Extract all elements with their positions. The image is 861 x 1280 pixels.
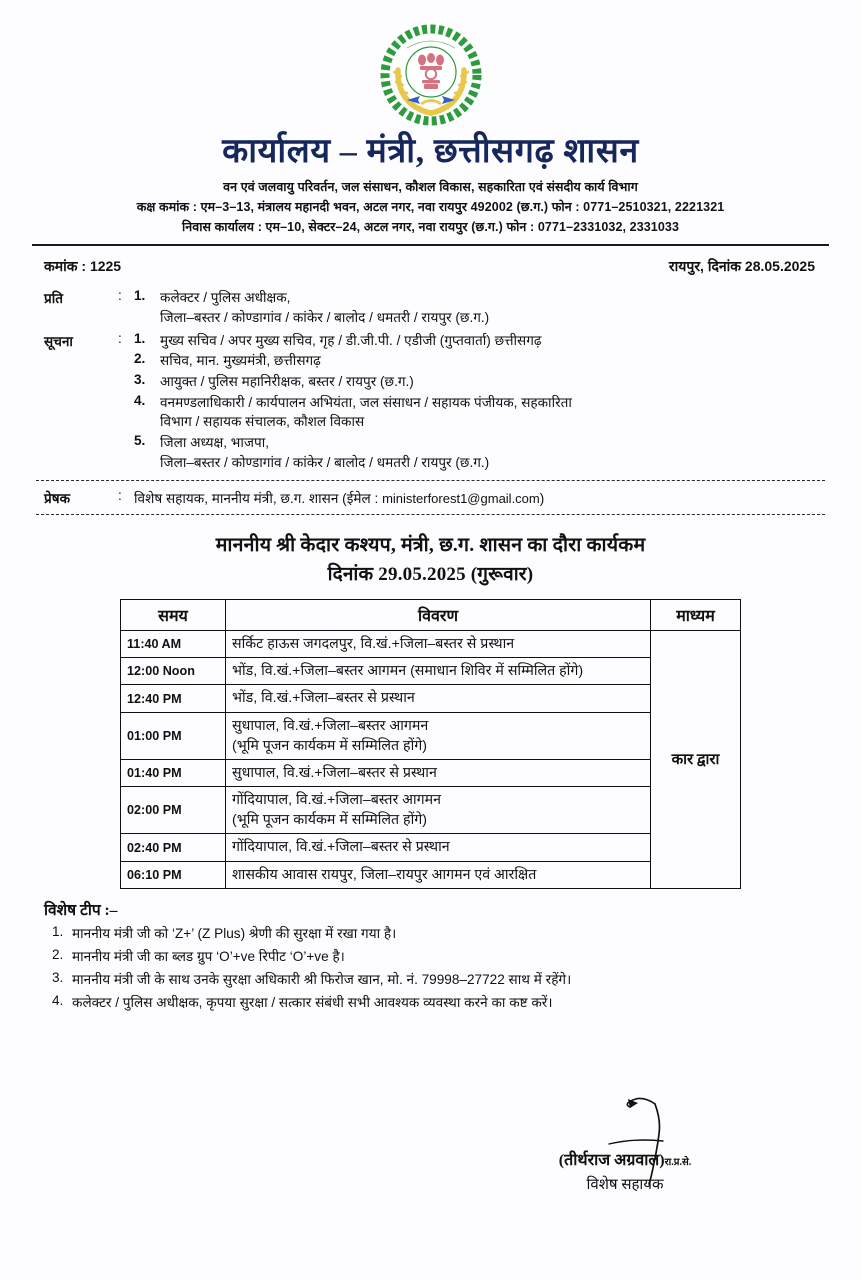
signatory-service-code: रा.प्र.से.: [664, 1157, 692, 1168]
sender-label: प्रेषक: [44, 491, 71, 507]
row-description: [226, 834, 651, 861]
program-heading-block: [30, 531, 831, 589]
note-number: 4.: [52, 992, 64, 1008]
cc-item-number: 2.: [134, 351, 146, 367]
row-time: 12:40 PM: [121, 685, 226, 712]
row-desc-line1: सुधापाल, वि.खं.+जिला–बस्तर आगमन: [232, 717, 429, 734]
list-item: [134, 372, 831, 392]
note-text: कलेक्टर / पुलिस अधीक्षक, कृपया सुरक्षा / सत्कार संबंधी सभी आवश्यक व्यवस्था करने का कष्ट करें।: [72, 994, 553, 1010]
program-heading: माननीय श्री केदार कश्यप, मंत्री, छ.ग. शासन का दौरा कार्यकम: [215, 535, 646, 557]
note-number: 2.: [52, 946, 64, 962]
row-description: [226, 631, 651, 658]
row-description: [226, 787, 651, 834]
column-header-description: विवरण: [226, 600, 651, 631]
table-row: [121, 787, 741, 834]
schedule-table: [120, 599, 741, 889]
row-desc-line2: (भूमि पूजन कार्यकम में सम्मिलित होंगे): [232, 812, 427, 829]
row-desc-line1: गोंदियापाल, वि.खं.+जिला–बस्तर आगमन: [232, 792, 442, 809]
cc-label: सूचना: [44, 333, 73, 349]
signature-block: [475, 1102, 775, 1194]
cc-group: [44, 331, 831, 474]
sender-divider-top: [36, 480, 825, 481]
list-item: [44, 947, 831, 966]
to-colon: :: [118, 288, 122, 304]
reference-number: [44, 257, 121, 276]
reference-number-label: कमांक :: [44, 258, 87, 275]
list-item: [44, 924, 831, 943]
cc-item-line1: आयुक्त / पुलिस महानिरीक्षक, बस्तर / रायपुर (छ.ग.): [160, 373, 414, 389]
table-row: [121, 631, 741, 658]
reference-row: [30, 257, 831, 276]
table-row: [121, 759, 741, 786]
row-time: 06:10 PM: [121, 861, 226, 888]
row-description: [226, 861, 651, 888]
to-list: [134, 288, 831, 328]
row-time: 11:40 AM: [121, 631, 226, 658]
chhattisgarh-government-emblem-icon: [377, 22, 485, 128]
cc-item-text: [160, 331, 831, 351]
row-description: [226, 759, 651, 786]
cc-item-line2: विभाग / सहायक संचालक, कौशल विकास: [160, 414, 365, 430]
reference-number-value: 1225: [89, 258, 122, 275]
cc-item-number: 5.: [134, 433, 146, 449]
row-time: 02:00 PM: [121, 787, 226, 834]
signature-stroke-icon: [597, 1096, 717, 1192]
department-line: वन एवं जलवायु परिवर्तन, जल संसाधन, कौशल विकास, सहकारिता एवं संसदीय कार्य विभाग: [223, 180, 638, 195]
table-header-row: [121, 600, 741, 631]
to-label: प्रति: [44, 291, 64, 307]
table-row: [121, 658, 741, 685]
cc-item-text: [160, 433, 831, 472]
row-desc-line1: भोंड, वि.खं.+जिला–बस्तर आगमन (समाधान शिविर में सम्मिलित होंगे): [232, 663, 584, 680]
to-group: [44, 288, 831, 328]
row-time: 01:00 PM: [121, 712, 226, 759]
address-line-office: कक्ष कमांक : एम–3–13, मंत्रालय महानदी भवन, अटल नगर, नवा रायपुर 492002 (छ.ग.) फोन : 0771–2510321, 2221321: [136, 200, 725, 215]
cc-item-text: [160, 351, 831, 371]
sender-colon: :: [118, 488, 122, 504]
cc-item-line1: मुख्य सचिव / अपर मुख्य सचिव, गृह / डी.जी.पी. / एडीजी (गुप्तवार्ता) छत्तीसगढ़: [160, 332, 542, 348]
document-date-value: 28.05.2025: [744, 258, 815, 275]
row-mode: कार द्वारा: [651, 631, 741, 889]
row-description: [226, 685, 651, 712]
cc-item-text: [160, 393, 831, 432]
notes-section: [30, 898, 831, 1012]
row-description: [226, 712, 651, 759]
list-item: [44, 993, 831, 1012]
column-header-mode: माध्यम: [651, 600, 741, 631]
sender-email: ministerforest1@gmail.com: [382, 491, 540, 507]
list-item: [134, 433, 831, 472]
list-item: [134, 351, 831, 371]
row-time: 01:40 PM: [121, 759, 226, 786]
cc-item-text: [160, 372, 831, 392]
table-row: [121, 712, 741, 759]
row-desc-line1: सर्किट हाऊस जगदलपुर, वि.खं.+जिला–बस्तर से प्रस्थान: [232, 636, 515, 653]
row-time: 12:00 Noon: [121, 658, 226, 685]
note-text: माननीय मंत्री जी के साथ उनके सुरक्षा अधिकारी श्री फिरोज खान, मो. नं. 79998–27722 साथ में रहेंगे।: [72, 971, 572, 987]
address-line-residence: निवास कार्यालय : एम–10, सेक्टर–24, अटल नगर, नवा रायपुर (छ.ग.) फोन : 0771–2331032, 2331033: [181, 220, 680, 235]
cc-colon: :: [118, 330, 122, 346]
to-item-text: [160, 288, 831, 327]
masthead-divider: [32, 244, 829, 246]
cc-item-line1: जिला अध्यक्ष, भाजपा,: [160, 435, 269, 451]
to-item-number: 1.: [134, 288, 146, 304]
office-title: कार्यालय – मंत्री, छत्तीसगढ़ शासन: [222, 133, 639, 170]
note-number: 3.: [52, 969, 64, 985]
table-row: [121, 685, 741, 712]
sender-text: [134, 488, 831, 507]
cc-item-number: 1.: [134, 330, 146, 346]
note-text: माननीय मंत्री जी का ब्लड ग्रुप ‘O’+ve रिपीट ‘O’+ve है।: [72, 948, 345, 964]
signatory-name: [559, 1148, 691, 1170]
note-text: माननीय मंत्री जी को ‘Z+’ (Z Plus) श्रेणी की सुरक्षा में रखा गया है।: [72, 925, 397, 941]
note-number: 1.: [52, 923, 64, 939]
place-date: [669, 257, 815, 276]
cc-item-line1: वनमण्डलाधिकारी / कार्यपालन अभियंता, जल संसाधन / सहायक पंजीयक, सहकारिता: [160, 394, 572, 410]
column-header-time: समय: [121, 600, 226, 631]
list-item: [134, 331, 831, 351]
cc-item-number: 4.: [134, 392, 146, 408]
row-desc-line1: भोंड, वि.खं.+जिला–बस्तर से प्रस्थान: [232, 690, 415, 707]
row-desc-line2: (भूमि पूजन कार्यकम में सम्मिलित होंगे): [232, 737, 427, 754]
masthead: [30, 132, 831, 235]
to-item-line2: जिला–बस्तर / कोण्डागांव / कांकेर / बालोद / धमतरी / रायपुर (छ.ग.): [160, 309, 490, 325]
row-description: [226, 658, 651, 685]
cc-list: [134, 331, 831, 474]
row-desc-line1: सुधापाल, वि.खं.+जिला–बस्तर से प्रस्थान: [232, 764, 437, 781]
list-item: [134, 393, 831, 432]
cc-item-line2: जिला–बस्तर / कोण्डागांव / कांकेर / बालोद / धमतरी / रायपुर (छ.ग.): [160, 454, 490, 470]
list-item: [44, 970, 831, 989]
signatory-role: विशेष सहायक: [586, 1177, 664, 1193]
row-desc-line1: गोंदियापाल, वि.खं.+जिला–बस्तर से प्रस्थान: [232, 839, 450, 856]
cc-item-number: 3.: [134, 371, 146, 387]
list-item: [134, 288, 831, 327]
sender-row: [30, 488, 831, 507]
emblem-container: [30, 0, 831, 128]
program-date-line: दिनांक 29.05.2025 (गुरूवार): [327, 563, 534, 585]
sender-divider-bottom: [36, 514, 825, 515]
cc-item-line1: सचिव, मान. मुख्यमंत्री, छत्तीसगढ़: [160, 353, 321, 369]
to-item-line1: कलेक्टर / पुलिस अधीक्षक,: [160, 290, 291, 306]
sender-paren-close: ): [539, 491, 545, 507]
place-date-label: रायपुर, दिनांक: [668, 258, 742, 275]
table-row: [121, 861, 741, 888]
signatory-name-text: (तीर्थराज अग्रवाल): [558, 1152, 665, 1169]
table-row: [121, 834, 741, 861]
row-time: 02:40 PM: [121, 834, 226, 861]
notes-title: विशेष टीप :–: [44, 901, 118, 919]
handwritten-signature: [475, 1102, 775, 1148]
row-desc-line1: शासकीय आवास रायपुर, जिला–रायपुर आगमन एवं आरक्षित: [232, 866, 537, 883]
sender-designation: विशेष सहायक, माननीय मंत्री, छ.ग. शासन (ईमेल :: [134, 491, 379, 507]
recipients-section: [30, 288, 831, 473]
